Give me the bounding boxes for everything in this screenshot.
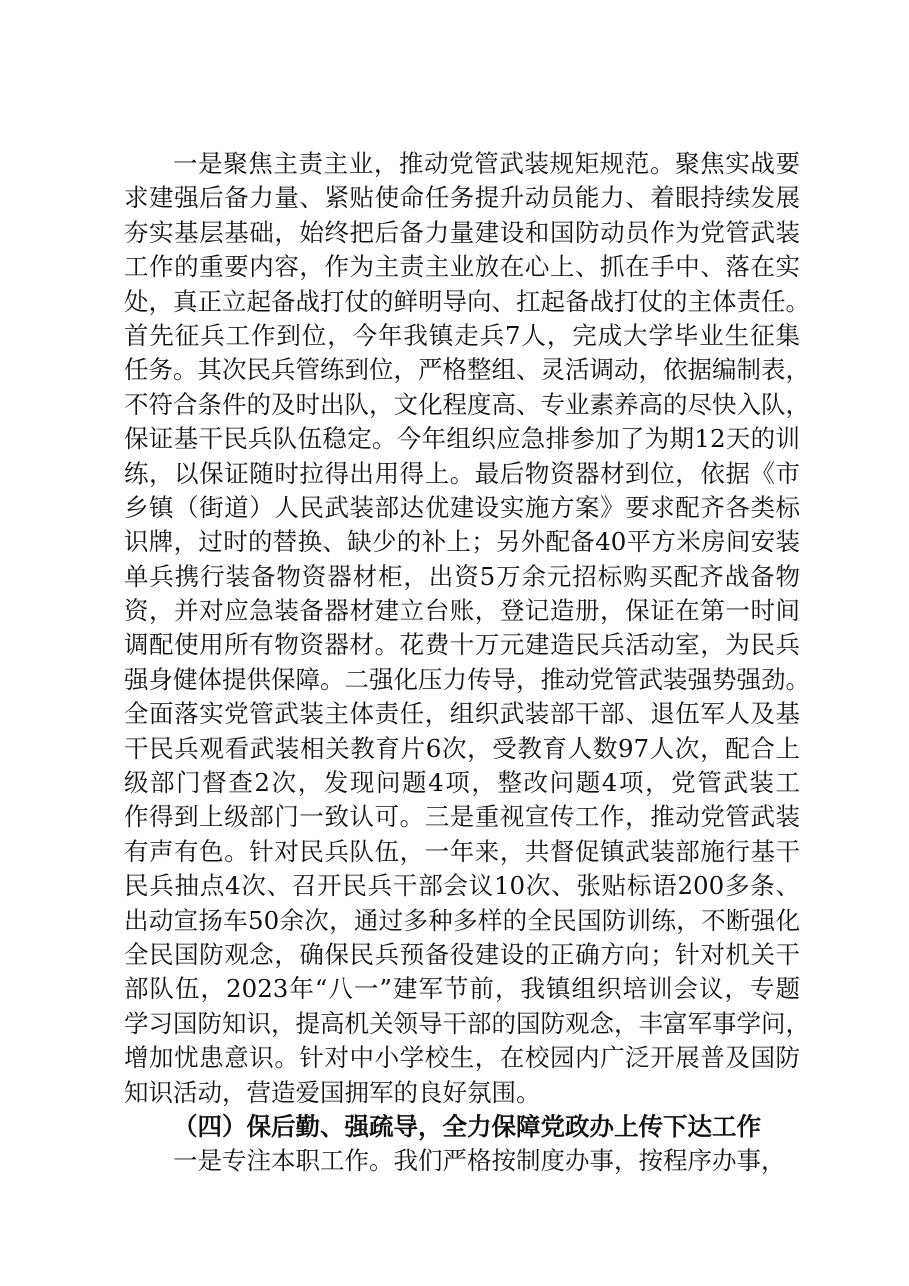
- paragraph-line: 全面落实党管武装主体责任，组织武装部干部、退伍军人及基: [124, 699, 800, 729]
- paragraph-line: 求建强后备力量、紧贴使命任务提升动员能力、着眼持续发展: [124, 183, 800, 213]
- paragraph-line: 一是专注本职工作。我们严格按制度办事，按程序办事，: [173, 1146, 786, 1176]
- paragraph-line: 部队伍，2023年“八一”建军节前，我镇组织培训会议，专题: [124, 974, 800, 1004]
- paragraph-line: 民兵抽点4次、召开民兵干部会议10次、张贴标语200多条、: [124, 871, 800, 901]
- paragraph-line: 出动宣扬车50余次，通过多种多样的全民国防训练，不断强化: [124, 905, 800, 935]
- paragraph-line: 练，以保证随时拉得出用得上。最后物资器材到位，依据《市: [124, 458, 800, 488]
- paragraph-line: 单兵携行装备物资器材柜，出资5万余元招标购买配齐战备物: [124, 561, 800, 591]
- paragraph-line: 全民国防观念，确保民兵预备役建设的正确方向；针对机关干: [124, 939, 800, 969]
- paragraph-line: 作得到上级部门一致认可。三是重视宣传工作，推动党管武装: [124, 802, 800, 832]
- paragraph-line: 知识活动，营造爱国拥军的良好氛围。: [124, 1077, 541, 1107]
- paragraph-line: 强身健体提供保障。二强化压力传导，推动党管武装强势强劲。: [124, 664, 810, 694]
- section-heading: （四）保后勤、强疏导，全力保障党政办上传下达工作: [173, 1111, 761, 1141]
- paragraph-line: 一是聚焦主责主业，推动党管武装规矩规范。聚焦实战要: [173, 149, 800, 178]
- paragraph-line: 调配使用所有物资器材。花费十万元建造民兵活动室，为民兵: [124, 630, 800, 660]
- paragraph-line: 增加忧患意识。针对中小学校生，在校园内广泛开展普及国防: [124, 1043, 800, 1073]
- paragraph-line: 学习国防知识，提高机关领导干部的国防观念，丰富军事学问，: [124, 1008, 810, 1038]
- paragraph-line: 处，真正立起备战打仗的鲜明导向、扛起备战打仗的主体责任。: [124, 286, 810, 316]
- paragraph-line: 首先征兵工作到位，今年我镇走兵7人，完成大学毕业生征集: [124, 320, 800, 350]
- paragraph-line: 识牌，过时的替换、缺少的补上；另外配备40平方米房间安装: [124, 527, 800, 557]
- paragraph-line: 不符合条件的及时出队，文化程度高、专业素养高的尽快入队，: [124, 389, 810, 419]
- paragraph-line: 乡镇（街道）人民武装部达优建设实施方案》要求配齐各类标: [124, 492, 800, 522]
- paragraph-line: 夯实基层基础，始终把后备力量建设和国防动员作为党管武装: [124, 217, 800, 247]
- paragraph-line: 级部门督查2次，发现问题4项，整改问题4项，党管武装工: [124, 768, 800, 798]
- document-body: [124, 147, 810, 1179]
- paragraph-line: 资，并对应急装备器材建立台账，登记造册，保证在第一时间: [124, 596, 800, 626]
- paragraph-line: 工作的重要内容，作为主责主业放在心上、抓在手中、落在实: [124, 252, 800, 282]
- paragraph-line: 任务。其次民兵管练到位，严格整组、灵活调动，依据编制表，: [124, 355, 810, 385]
- paragraph-line: 保证基干民兵队伍稳定。今年组织应急排参加了为期12天的训: [124, 424, 800, 454]
- paragraph-line: 有声有色。针对民兵队伍，一年来，共督促镇武装部施行基干: [124, 836, 800, 866]
- paragraph-line: 干民兵观看武装相关教育片6次，受教育人数97人次，配合上: [124, 733, 800, 763]
